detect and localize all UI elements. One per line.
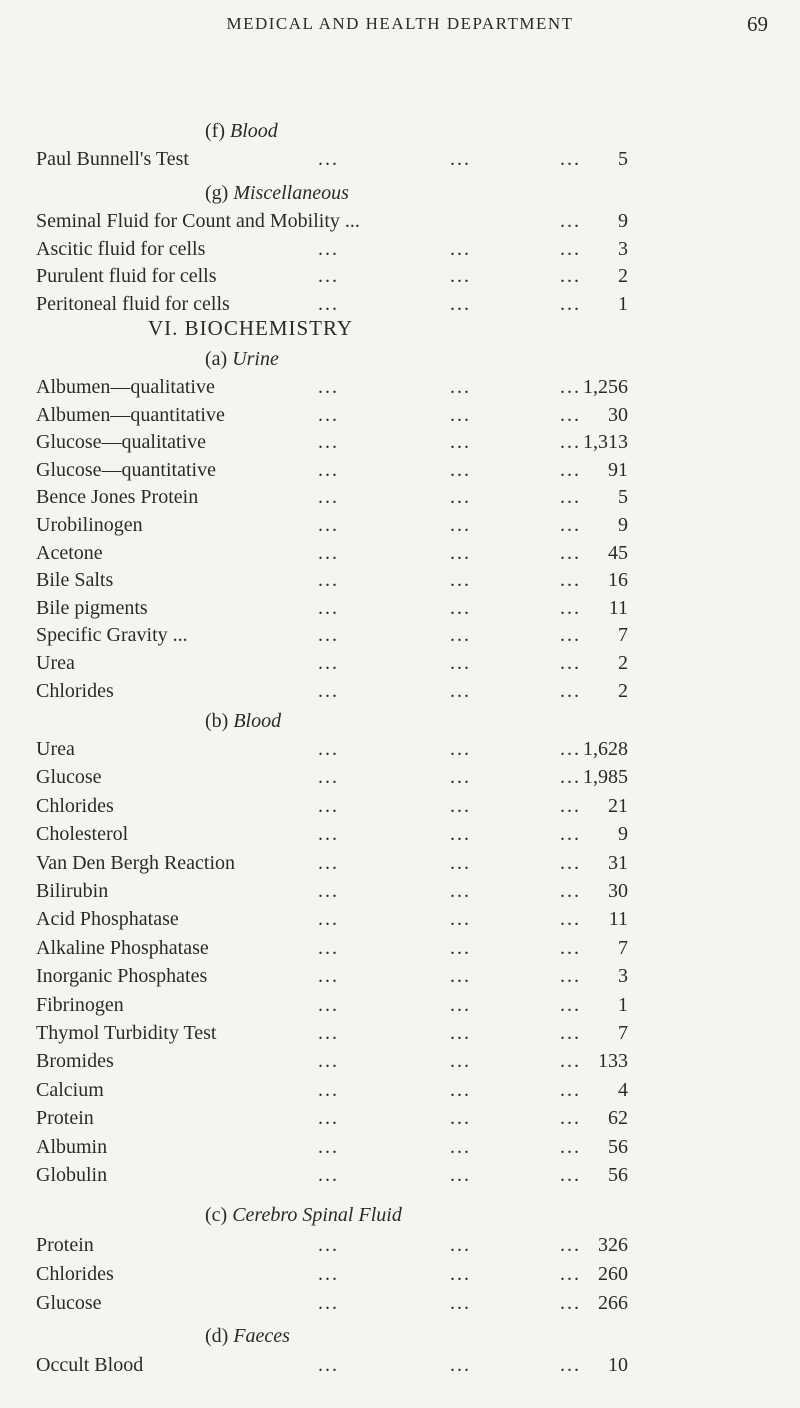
leader-dots: ... (450, 766, 471, 789)
leader-dots: ... (450, 794, 471, 817)
leader-dots: ... (450, 148, 471, 170)
row-label: Glucose (36, 766, 102, 789)
row-value: 9 (618, 823, 628, 846)
row-label: Bence Jones Protein (36, 486, 199, 509)
leader-dots: ... (450, 880, 471, 902)
leader-dots: ... (560, 1135, 581, 1158)
page-number: 69 (747, 12, 768, 36)
table-row (0, 766, 800, 793)
subheading-title: Urine (232, 348, 279, 370)
subheading-title: Faeces (233, 1325, 290, 1347)
leader-dots: ... (318, 569, 339, 592)
row-label: Peritoneal fluid for cells (36, 292, 230, 315)
subheading-title: Miscellaneous (233, 182, 349, 204)
leader-dots: ... (450, 652, 471, 674)
leader-dots: ... (560, 965, 581, 988)
row-label: Bromides (36, 1050, 114, 1073)
row-label: Bile Salts (36, 569, 114, 592)
leader-dots: ... (318, 652, 339, 674)
subheading-title: Blood (233, 710, 282, 732)
row-label: Acid Phosphatase (36, 908, 179, 931)
row-label: Bile pigments (36, 596, 148, 619)
leader-dots: ... (560, 823, 581, 846)
leader-dots: ... (450, 1050, 471, 1073)
row-value: 56 (608, 1164, 628, 1186)
subheading-blood-f (205, 120, 278, 143)
row-label: Globulin (36, 1164, 108, 1186)
leader-dots: ... (450, 965, 471, 988)
table-row (0, 652, 800, 679)
row-value: 11 (608, 908, 628, 931)
leader-dots: ... (450, 1354, 471, 1376)
leader-dots: ... (560, 148, 581, 170)
row-value: 62 (608, 1107, 628, 1130)
leader-dots: ... (450, 596, 471, 619)
row-label: Albumen—quantitative (36, 403, 225, 426)
table-row (0, 1234, 800, 1261)
leader-dots: ... (318, 376, 339, 398)
subheading-label: (b) (205, 710, 229, 732)
leader-dots: ... (560, 210, 581, 232)
row-value: 5 (618, 148, 628, 170)
row-value: 3 (618, 965, 628, 988)
table-row (0, 1164, 800, 1191)
table-row (0, 486, 800, 513)
leader-dots: ... (318, 458, 339, 481)
row-value: 30 (608, 880, 628, 902)
table-row (0, 994, 800, 1021)
table-row (0, 459, 800, 486)
row-value: 30 (608, 403, 628, 426)
row-value: 16 (608, 569, 628, 592)
row-label: Purulent fluid for cells (36, 265, 217, 287)
leader-dots: ... (450, 1107, 471, 1130)
leader-dots: ... (318, 679, 339, 702)
subheading-label: (c) (205, 1204, 228, 1226)
table-row (0, 1263, 800, 1290)
leader-dots: ... (560, 908, 581, 931)
subheading-urine (205, 348, 279, 371)
leader-dots: ... (450, 1022, 471, 1044)
leader-dots: ... (450, 237, 471, 260)
row-label: Protein (36, 1234, 94, 1256)
row-value: 11 (608, 596, 628, 619)
leader-dots: ... (450, 292, 471, 315)
row-label: Acetone (36, 541, 103, 564)
row-label: Calcium (36, 1078, 104, 1101)
leader-dots: ... (318, 794, 339, 817)
row-label: Urea (36, 652, 75, 674)
row-value: 1,313 (583, 431, 628, 454)
leader-dots: ... (450, 486, 471, 509)
row-label: Van Den Bergh Reaction (36, 851, 236, 874)
row-label: Chlorides (36, 679, 114, 702)
leader-dots: ... (318, 823, 339, 846)
row-label: Fibrinogen (36, 993, 124, 1016)
leader-dots: ... (318, 993, 339, 1016)
row-value: 9 (618, 210, 628, 232)
leader-dots: ... (560, 292, 581, 315)
row-value: 7 (618, 936, 628, 959)
table-row (0, 823, 800, 850)
row-label: Paul Bunnell's Test (36, 148, 189, 170)
leader-dots: ... (560, 541, 581, 564)
leader-dots: ... (318, 265, 339, 287)
leader-dots: ... (560, 1022, 581, 1044)
leader-dots: ... (318, 148, 339, 170)
table-row (0, 376, 800, 403)
leader-dots: ... (318, 292, 339, 315)
leader-dots: ... (318, 486, 339, 509)
table-row (0, 1136, 800, 1163)
leader-dots: ... (318, 624, 339, 647)
leader-dots: ... (318, 1135, 339, 1158)
row-value: 1 (618, 292, 628, 315)
leader-dots: ... (450, 823, 471, 846)
row-value: 21 (608, 794, 628, 817)
leader-dots: ... (450, 936, 471, 959)
leader-dots: ... (450, 1135, 471, 1158)
page-header (0, 12, 800, 36)
leader-dots: ... (318, 1292, 339, 1314)
row-label: Chlorides (36, 794, 114, 817)
row-value: 3 (618, 237, 628, 260)
leader-dots: ... (560, 1050, 581, 1073)
row-value: 31 (608, 851, 628, 874)
leader-dots: ... (560, 738, 581, 760)
running-title: MEDICAL AND HEALTH DEPARTMENT (226, 14, 574, 33)
row-value: 56 (608, 1135, 628, 1158)
table-row (0, 1292, 800, 1319)
row-label: Urobilinogen (36, 514, 143, 536)
row-value: 2 (618, 265, 628, 287)
table-row (0, 1354, 800, 1381)
leader-dots: ... (560, 880, 581, 902)
subheading-label: (a) (205, 348, 228, 370)
leader-dots: ... (450, 403, 471, 426)
table-row (0, 880, 800, 907)
table-row (0, 1050, 800, 1077)
row-value: 5 (618, 486, 628, 509)
row-label: Specific Gravity ... (36, 624, 188, 647)
leader-dots: ... (560, 1078, 581, 1101)
leader-dots: ... (318, 1263, 339, 1285)
leader-dots: ... (318, 514, 339, 536)
leader-dots: ... (450, 514, 471, 536)
row-value: 9 (618, 514, 628, 536)
row-value: 2 (618, 652, 628, 674)
leader-dots: ... (560, 1292, 581, 1314)
table-row (0, 597, 800, 624)
row-value: 45 (608, 541, 628, 564)
row-value: 1,628 (583, 738, 628, 760)
table-row (0, 738, 800, 765)
subheading-blood-b (205, 710, 281, 733)
leader-dots: ... (318, 908, 339, 931)
leader-dots: ... (560, 993, 581, 1016)
table-row (0, 680, 800, 707)
row-label: Seminal Fluid for Count and Mobility ... (36, 210, 360, 232)
leader-dots: ... (318, 403, 339, 426)
leader-dots: ... (560, 1263, 581, 1285)
row-label: Protein (36, 1107, 94, 1130)
leader-dots: ... (450, 265, 471, 287)
row-value: 326 (598, 1234, 628, 1256)
leader-dots: ... (450, 569, 471, 592)
subheading-label: (g) (205, 182, 229, 204)
row-value: 1,985 (583, 766, 628, 789)
leader-dots: ... (318, 936, 339, 959)
table-row (0, 431, 800, 458)
row-value: 2 (618, 679, 628, 702)
row-label: Albumen—qualitative (36, 376, 215, 398)
subheading-label: (d) (205, 1325, 229, 1347)
leader-dots: ... (318, 541, 339, 564)
leader-dots: ... (450, 679, 471, 702)
leader-dots: ... (450, 738, 471, 760)
leader-dots: ... (450, 624, 471, 647)
table-row (0, 265, 800, 292)
subheading-faeces (205, 1325, 290, 1348)
section-heading-biochemistry: VI. BIOCHEMISTRY (148, 316, 354, 340)
subheading-cerebro-spinal-fluid (205, 1204, 402, 1227)
row-value: 7 (618, 1022, 628, 1044)
leader-dots: ... (560, 1107, 581, 1130)
row-value: 266 (598, 1292, 628, 1314)
table-row (0, 1107, 800, 1134)
leader-dots: ... (318, 1107, 339, 1130)
leader-dots: ... (560, 458, 581, 481)
leader-dots: ... (560, 679, 581, 702)
leader-dots: ... (560, 376, 581, 398)
leader-dots: ... (318, 1164, 339, 1186)
row-value: 7 (618, 624, 628, 647)
table-row (0, 514, 800, 541)
leader-dots: ... (450, 1292, 471, 1314)
row-value: 1 (618, 993, 628, 1016)
leader-dots: ... (560, 936, 581, 959)
table-row (0, 1022, 800, 1049)
leader-dots: ... (318, 1050, 339, 1073)
row-value: 91 (608, 458, 628, 481)
leader-dots: ... (560, 596, 581, 619)
leader-dots: ... (560, 265, 581, 287)
row-value: 133 (598, 1050, 628, 1073)
row-label: Thymol Turbidity Test (36, 1022, 217, 1044)
row-label: Occult Blood (36, 1354, 144, 1376)
table-row (0, 965, 800, 992)
leader-dots: ... (318, 965, 339, 988)
table-row (0, 542, 800, 569)
row-label: Glucose—qualitative (36, 431, 206, 454)
leader-dots: ... (318, 1354, 339, 1376)
table-row (0, 795, 800, 822)
table-row (0, 624, 800, 651)
subheading-label: (f) (205, 120, 225, 142)
leader-dots: ... (450, 458, 471, 481)
leader-dots: ... (450, 431, 471, 454)
leader-dots: ... (318, 851, 339, 874)
row-value: 1,256 (583, 376, 628, 398)
leader-dots: ... (560, 652, 581, 674)
leader-dots: ... (560, 1354, 581, 1376)
leader-dots: ... (318, 1022, 339, 1044)
leader-dots: ... (560, 486, 581, 509)
subheading-title: Blood (229, 120, 278, 142)
row-value: 4 (618, 1078, 628, 1101)
leader-dots: ... (560, 1234, 581, 1256)
leader-dots: ... (318, 738, 339, 760)
row-label: Albumin (36, 1135, 108, 1158)
leader-dots: ... (450, 1164, 471, 1186)
leader-dots: ... (318, 880, 339, 902)
row-value: 10 (608, 1354, 628, 1376)
leader-dots: ... (560, 851, 581, 874)
leader-dots: ... (450, 1078, 471, 1101)
row-label: Alkaline Phosphatase (36, 936, 209, 959)
leader-dots: ... (318, 1234, 339, 1256)
row-label: Glucose (36, 1292, 102, 1314)
subheading-title: Cerebro Spinal Fluid (232, 1204, 402, 1226)
leader-dots: ... (450, 1234, 471, 1256)
leader-dots: ... (560, 624, 581, 647)
leader-dots: ... (450, 993, 471, 1016)
table-row (0, 852, 800, 879)
table-row (0, 937, 800, 964)
leader-dots: ... (560, 569, 581, 592)
row-label: Chlorides (36, 1263, 114, 1285)
row-label: Inorganic Phosphates (36, 965, 208, 988)
row-label: Urea (36, 738, 75, 760)
leader-dots: ... (560, 403, 581, 426)
leader-dots: ... (318, 237, 339, 260)
leader-dots: ... (450, 1263, 471, 1285)
table-row (0, 908, 800, 935)
leader-dots: ... (450, 541, 471, 564)
leader-dots: ... (560, 237, 581, 260)
leader-dots: ... (450, 851, 471, 874)
table-row (0, 1079, 800, 1106)
row-label: Bilirubin (36, 880, 109, 902)
leader-dots: ... (318, 1078, 339, 1101)
leader-dots: ... (450, 376, 471, 398)
leader-dots: ... (560, 794, 581, 817)
table-row (0, 238, 800, 265)
table-row (0, 210, 800, 237)
leader-dots: ... (560, 766, 581, 789)
row-label: Glucose—quantitative (36, 458, 216, 481)
row-label: Ascitic fluid for cells (36, 237, 206, 260)
table-row (0, 569, 800, 596)
table-row (0, 404, 800, 431)
leader-dots: ... (318, 766, 339, 789)
leader-dots: ... (560, 514, 581, 536)
table-row (0, 148, 800, 175)
leader-dots: ... (560, 1164, 581, 1186)
subheading-miscellaneous (205, 182, 349, 205)
row-value: 260 (598, 1263, 628, 1285)
leader-dots: ... (450, 908, 471, 931)
leader-dots: ... (318, 596, 339, 619)
table-row (0, 293, 800, 320)
row-label: Cholesterol (36, 823, 129, 846)
leader-dots: ... (560, 431, 581, 454)
leader-dots: ... (318, 431, 339, 454)
